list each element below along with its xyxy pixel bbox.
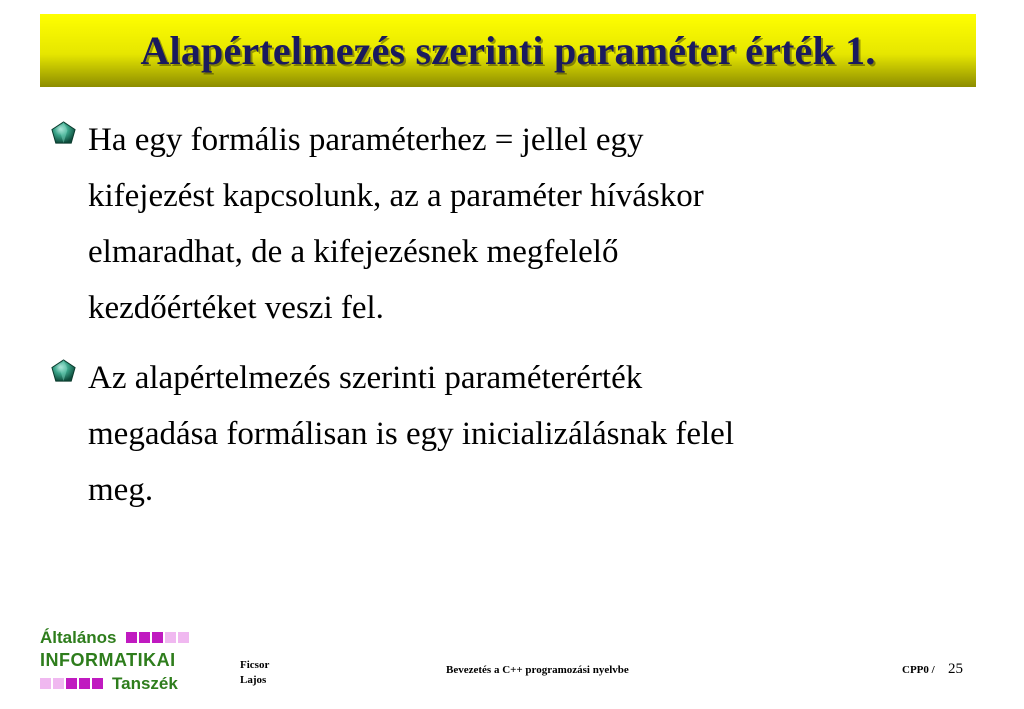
- bullet-line: Ha egy formális paraméterhez = jellel egy: [88, 122, 644, 158]
- department-logo: [40, 628, 200, 698]
- bullet-item: [50, 112, 970, 336]
- logo-squares: [126, 632, 189, 643]
- bullet-text: [88, 112, 970, 336]
- bullet-line: kezdőértéket veszi fel.: [88, 290, 384, 326]
- slide-footer: [0, 620, 1024, 709]
- bullet-text: [88, 350, 970, 518]
- bullet-item: [50, 350, 970, 518]
- author-last: Lajos: [240, 674, 267, 686]
- author-first: Ficsor: [240, 659, 270, 671]
- logo-line: INFORMATIKAI: [40, 650, 176, 670]
- bullet-line: kifejezést kapcsolunk, az a paraméter híváskor: [88, 178, 704, 214]
- author: [240, 658, 269, 688]
- bullet-line: megadása formálisan is egy inicializálásnak felel: [88, 416, 734, 452]
- green-gem-bullet-icon: [50, 120, 77, 147]
- logo-line: Tanszék: [112, 674, 178, 693]
- logo-squares: [40, 678, 103, 689]
- bullet-list: [50, 112, 970, 532]
- bullet-line: Az alapértelmezés szerinti paraméterérték: [88, 360, 643, 396]
- page-code: CPP0 /: [902, 664, 935, 676]
- title-bar: [40, 14, 976, 87]
- green-gem-bullet-icon: [50, 358, 77, 385]
- page-number: 25: [948, 661, 963, 677]
- course-title: Bevezetés a C++ programozási nyelvbe: [446, 664, 629, 676]
- bullet-line: elmaradhat, de a kifejezésnek megfelelő: [88, 234, 619, 270]
- slide-title: Alapértelmezés szerinti paraméter érték 1.: [140, 28, 876, 73]
- logo-line: Általános: [40, 628, 117, 647]
- bullet-line: meg.: [88, 472, 154, 508]
